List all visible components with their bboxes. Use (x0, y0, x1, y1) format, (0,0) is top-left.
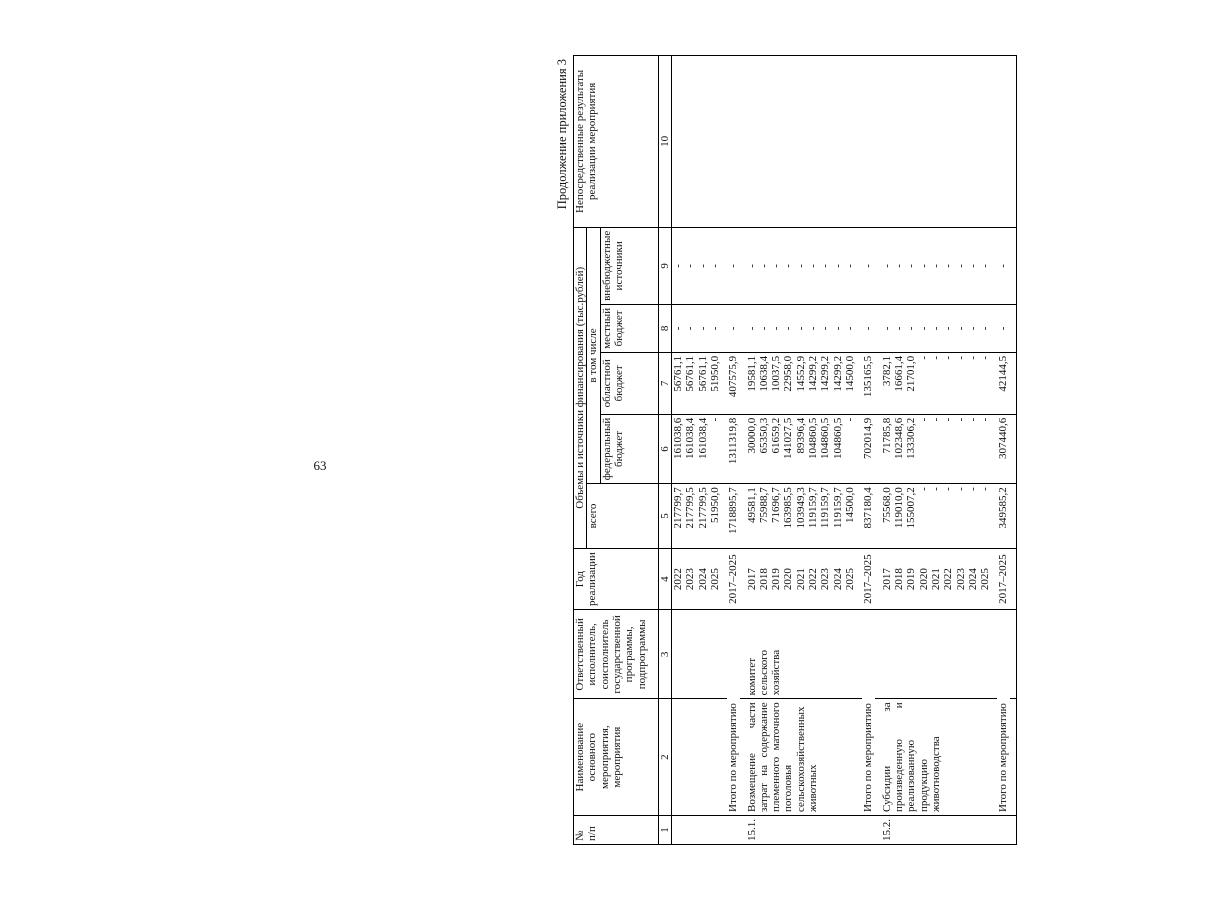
local-cell: - (844, 304, 856, 352)
spacer-cell (1010, 610, 1017, 699)
responsible-cell (671, 610, 721, 699)
col-header-federal: федеральный бюджет (600, 414, 658, 484)
local-cell: - (862, 304, 874, 352)
regional-cell: 407575,9 (727, 352, 739, 414)
regional-cell: 14299,2 (807, 352, 819, 414)
spacer-cell (1010, 699, 1017, 816)
extra-cell: - (727, 227, 739, 304)
federal-cell: 161038,6 (671, 414, 684, 484)
spacer-cell (1010, 548, 1017, 610)
year-cell: 2025 (844, 548, 856, 610)
column-number-row (658, 56, 671, 845)
local-cell: - (770, 304, 782, 352)
federal-cell: 133306,2 (905, 414, 917, 484)
item-number-cell: 15.2. (881, 816, 992, 845)
col-number: 2 (658, 699, 671, 816)
federal-cell: 702014,9 (862, 414, 874, 484)
regional-cell: - (955, 352, 967, 414)
regional-cell: 135165,5 (862, 352, 874, 414)
responsible-cell (881, 610, 992, 699)
federal-cell: 161038,4 (684, 414, 696, 484)
year-cell: 2021 (930, 548, 942, 610)
extra-cell: - (942, 227, 954, 304)
year-cell: 2022 (807, 548, 819, 610)
year-cell: 2022 (671, 548, 684, 610)
col-header-total: всего (587, 484, 658, 549)
federal-cell: 104860,5 (832, 414, 844, 484)
extra-cell: - (844, 227, 856, 304)
year-cell: 2025 (979, 548, 991, 610)
total-cell: - (955, 484, 967, 549)
regional-cell: 21701,0 (905, 352, 917, 414)
extra-cell: - (955, 227, 967, 304)
year-cell: 2023 (684, 548, 696, 610)
local-cell: - (905, 304, 917, 352)
federal-cell: - (979, 414, 991, 484)
federal-cell: 65350,3 (758, 414, 770, 484)
total-cell: - (942, 484, 954, 549)
federal-cell: 161038,4 (697, 414, 709, 484)
spacer-cell (1010, 304, 1017, 352)
subtotal-row (997, 56, 1009, 845)
extra-cell: - (862, 227, 874, 304)
regional-cell: 51950,0 (709, 352, 721, 414)
extra-cell: - (782, 227, 794, 304)
subtotal-label: Итого по мероприятию (727, 610, 739, 816)
total-cell: 155007,2 (905, 484, 917, 549)
rotated-table-area (555, 55, 1205, 845)
total-cell: 103949,3 (795, 484, 807, 549)
item-number-cell (671, 816, 721, 845)
total-cell: - (967, 484, 979, 549)
extra-cell: - (930, 227, 942, 304)
col-header-regional: областной бюджет (600, 352, 658, 414)
subtotal-row (862, 56, 874, 845)
local-cell: - (832, 304, 844, 352)
item-name-cell: Субсидии за произведенную и реализованную продукцию животноводства (881, 699, 992, 816)
results-cell (746, 56, 857, 228)
total-cell: 75568,0 (881, 484, 893, 549)
year-cell: 2020 (782, 548, 794, 610)
total-cell: 71696,7 (770, 484, 782, 549)
local-cell: - (930, 304, 942, 352)
extra-cell: - (893, 227, 905, 304)
results-cell (997, 56, 1009, 228)
col-number: 8 (658, 304, 671, 352)
year-cell: 2019 (905, 548, 917, 610)
regional-cell: 19581,1 (746, 352, 758, 414)
extra-cell: - (746, 227, 758, 304)
regional-cell: 14500,0 (844, 352, 856, 414)
regional-cell: 14299,2 (819, 352, 831, 414)
local-cell: - (709, 304, 721, 352)
local-cell: - (819, 304, 831, 352)
total-cell: 14500,0 (844, 484, 856, 549)
col-number: 6 (658, 414, 671, 484)
federal-cell: 102348,6 (893, 414, 905, 484)
federal-cell: 104860,5 (807, 414, 819, 484)
federal-cell: 89396,4 (795, 414, 807, 484)
year-cell: 2017–2025 (727, 548, 739, 610)
spacer-cell (1010, 56, 1017, 228)
year-cell: 2017–2025 (862, 548, 874, 610)
regional-cell: - (930, 352, 942, 414)
regional-cell: 56761,1 (684, 352, 696, 414)
extra-cell: - (997, 227, 1009, 304)
extra-cell: - (967, 227, 979, 304)
federal-cell: - (942, 414, 954, 484)
total-cell: 119159,7 (832, 484, 844, 549)
local-cell: - (893, 304, 905, 352)
federal-cell: 307440,6 (997, 414, 1009, 484)
total-cell: 837180,4 (862, 484, 874, 549)
local-cell: - (967, 304, 979, 352)
local-cell: - (807, 304, 819, 352)
local-cell: - (671, 304, 684, 352)
local-cell: - (997, 304, 1009, 352)
item-number-cell: 15.1. (746, 816, 857, 845)
regional-cell: - (918, 352, 930, 414)
local-cell: - (979, 304, 991, 352)
total-cell: 49581,1 (746, 484, 758, 549)
total-cell: 163985,5 (782, 484, 794, 549)
year-cell: 2017 (746, 548, 758, 610)
federal-cell: - (918, 414, 930, 484)
year-cell: 2022 (942, 548, 954, 610)
federal-cell: - (844, 414, 856, 484)
total-cell: 349585,2 (997, 484, 1009, 549)
extra-cell: - (671, 227, 684, 304)
subtotal-row (727, 56, 739, 845)
regional-cell: 56761,1 (697, 352, 709, 414)
federal-cell: - (930, 414, 942, 484)
federal-cell: 1311319,8 (727, 414, 739, 484)
total-cell: 217799,7 (671, 484, 684, 549)
federal-cell: 71785,8 (881, 414, 893, 484)
col-number: 4 (658, 548, 671, 610)
extra-cell: - (881, 227, 893, 304)
item-number-cell (727, 816, 739, 845)
responsible-cell: комитет сельского хозяйства (746, 610, 857, 699)
extra-cell: - (770, 227, 782, 304)
year-cell: 2024 (967, 548, 979, 610)
regional-cell: 22958,0 (782, 352, 794, 414)
regional-cell: 10037,5 (770, 352, 782, 414)
funding-table (573, 55, 1017, 845)
total-cell: 119159,7 (819, 484, 831, 549)
spacer-cell (1010, 227, 1017, 304)
local-cell: - (697, 304, 709, 352)
table-row (671, 56, 684, 845)
local-cell: - (795, 304, 807, 352)
federal-cell: 30000,0 (746, 414, 758, 484)
local-cell: - (684, 304, 696, 352)
page-number: 63 (313, 458, 327, 473)
col-number: 10 (658, 56, 671, 228)
extra-cell: - (709, 227, 721, 304)
year-cell: 2017 (881, 548, 893, 610)
year-cell: 2024 (832, 548, 844, 610)
regional-cell: - (979, 352, 991, 414)
year-cell: 2024 (697, 548, 709, 610)
regional-cell: 16661,4 (893, 352, 905, 414)
results-cell (671, 56, 721, 228)
total-cell: - (979, 484, 991, 549)
spacer-cell (1010, 484, 1017, 549)
local-cell: - (758, 304, 770, 352)
regional-cell: 10638,4 (758, 352, 770, 414)
col-header-responsible: Ответственный исполнитель, соисполнитель государственной программы, подпрограммы (574, 610, 659, 699)
federal-cell: - (955, 414, 967, 484)
col-header-no: № п/п (574, 816, 659, 845)
col-header-results: Непосредственные результаты реализации мероприятия (574, 56, 659, 228)
item-number-cell (862, 816, 874, 845)
total-cell: - (918, 484, 930, 549)
local-cell: - (942, 304, 954, 352)
extra-cell: - (758, 227, 770, 304)
subtotal-label: Итого по мероприятию (997, 610, 1009, 816)
year-cell: 2017–2025 (997, 548, 1009, 610)
extra-cell: - (819, 227, 831, 304)
col-number: 9 (658, 227, 671, 304)
local-cell: - (782, 304, 794, 352)
extra-cell: - (832, 227, 844, 304)
total-cell: 119010,0 (893, 484, 905, 549)
local-cell: - (746, 304, 758, 352)
item-name-cell (671, 699, 721, 816)
col-header-year: Год реализации (574, 548, 659, 610)
year-cell: 2021 (795, 548, 807, 610)
regional-cell: 14299,2 (832, 352, 844, 414)
extra-cell: - (918, 227, 930, 304)
total-cell: 119159,7 (807, 484, 819, 549)
extra-cell: - (905, 227, 917, 304)
year-cell: 2019 (770, 548, 782, 610)
results-cell (862, 56, 874, 228)
local-cell: - (955, 304, 967, 352)
extra-cell: - (684, 227, 696, 304)
results-cell (727, 56, 739, 228)
federal-cell: - (967, 414, 979, 484)
year-cell: 2023 (955, 548, 967, 610)
total-cell: 217799,5 (684, 484, 696, 549)
federal-cell: 141027,5 (782, 414, 794, 484)
regional-cell: 14552,9 (795, 352, 807, 414)
regional-cell: - (967, 352, 979, 414)
table-body (671, 56, 1016, 845)
col-header-incl: в том числе (587, 227, 600, 483)
federal-cell: 61659,2 (770, 414, 782, 484)
table-row (881, 56, 893, 845)
col-number: 5 (658, 484, 671, 549)
local-cell: - (727, 304, 739, 352)
col-header-extra: внебюджетные источники (600, 227, 658, 304)
extra-cell: - (697, 227, 709, 304)
col-number: 3 (658, 610, 671, 699)
extra-cell: - (795, 227, 807, 304)
year-cell: 2018 (758, 548, 770, 610)
regional-cell: 42144,5 (997, 352, 1009, 414)
table-header (574, 56, 672, 845)
col-header-funding: Объемы и источники финансирования (тыс.рублей) (574, 227, 587, 548)
year-cell: 2018 (893, 548, 905, 610)
total-cell: 51950,0 (709, 484, 721, 549)
extra-cell: - (807, 227, 819, 304)
year-cell: 2023 (819, 548, 831, 610)
item-name-cell: Возмещение части затрат на содержание племенного маточного поголовья сельскохозяйственных животных (746, 699, 857, 816)
table-row (746, 56, 758, 845)
subtotal-label: Итого по мероприятию (862, 610, 874, 816)
spacer-cell (1010, 816, 1017, 845)
total-cell: 75988,7 (758, 484, 770, 549)
total-cell: 1718895,7 (727, 484, 739, 549)
regional-cell: 56761,1 (671, 352, 684, 414)
continuation-label: Продолжение приложения 3 (555, 59, 569, 210)
col-header-local: местный бюджет (600, 304, 658, 352)
local-cell: - (881, 304, 893, 352)
federal-cell: 104860,5 (819, 414, 831, 484)
spacer-cell (1010, 352, 1017, 414)
extra-cell: - (979, 227, 991, 304)
col-number: 1 (658, 816, 671, 845)
local-cell: - (918, 304, 930, 352)
year-cell: 2020 (918, 548, 930, 610)
regional-cell: - (942, 352, 954, 414)
federal-cell: - (709, 414, 721, 484)
col-number: 7 (658, 352, 671, 414)
year-cell: 2025 (709, 548, 721, 610)
item-number-cell (997, 816, 1009, 845)
spacer-cell (1010, 414, 1017, 484)
regional-cell: 3782,1 (881, 352, 893, 414)
total-cell: - (930, 484, 942, 549)
results-cell (881, 56, 992, 228)
col-header-name: Наименование основного мероприятия, мероприятия (574, 699, 659, 816)
total-cell: 217799,5 (697, 484, 709, 549)
